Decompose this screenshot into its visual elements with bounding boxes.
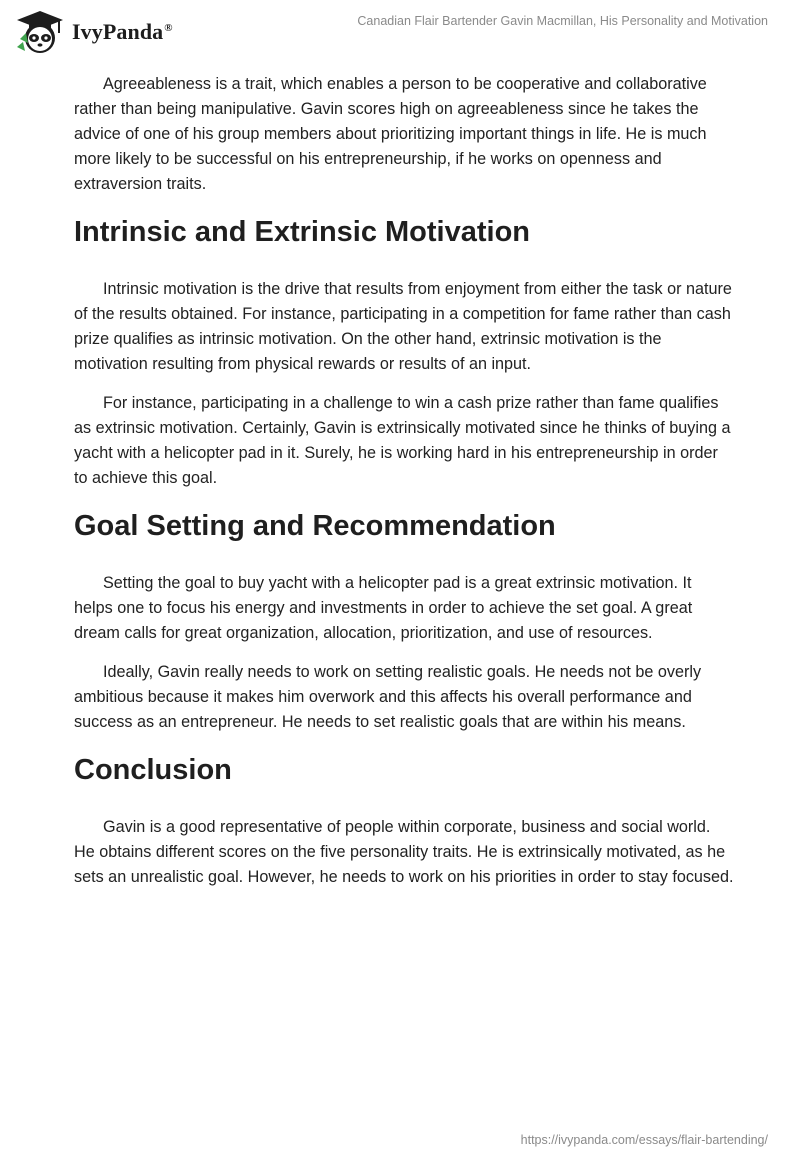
source-url-link[interactable]: https://ivypanda.com/essays/flair-bartending/ <box>520 1133 768 1147</box>
heading-conclusion: Conclusion <box>74 754 232 786</box>
heading-goal-setting: Goal Setting and Recommendation <box>74 510 556 542</box>
paragraph-agreeableness: Agreeableness is a trait, which enables a person to be cooperative and collaborative rather than being manipulative. Gavin scores high on agreeableness since he takes the advice of one of his group members about prioritizing important things in life. He is much more likely to be successful on his entrepreneurship, if he works on openness and extraversion traits. <box>74 75 707 193</box>
paragraph-intrinsic: Intrinsic motivation is the drive that results from enjoyment from either the task or nature of the results obtained. For instance, participating in a competition for fame rather than cash prize qualifies as intrinsic motivation. On the other hand, extrinsic motivation is the motivation resulting from physical rewards or results of an input. <box>74 280 732 373</box>
heading-motivation: Intrinsic and Extrinsic Motivation <box>74 216 531 248</box>
site-logo[interactable] <box>14 8 173 56</box>
brand-name: IvyPanda® <box>72 19 173 44</box>
paragraph-realistic-goals: Ideally, Gavin really needs to work on setting realistic goals. He needs not be overly ambitious because it makes him overwork and this affects his overall performance and success as an entrepreneur. He needs to set realistic goals that are within his means. <box>74 663 702 731</box>
paragraph-goal: Setting the goal to buy yacht with a helicopter pad is a great extrinsic motivation. It helps one to focus his energy and investments in order to achieve the set goal. A great dream calls for great organization, allocation, prioritization, and use of resources. <box>74 574 693 642</box>
registered-mark: ® <box>164 21 173 34</box>
document-title: Canadian Flair Bartender Gavin Macmillan, His Personality and Motivation <box>357 14 768 28</box>
paragraph-extrinsic: For instance, participating in a challenge to win a cash prize rather than fame qualifies as extrinsic motivation. Certainly, Gavin is extrinsically motivated since he thinks of buying a yacht with a helicopter pad in it. Surely, he is working hard in his entrepreneurship in order to achieve this goal. <box>74 394 731 487</box>
paragraph-conclusion: Gavin is a good representative of people within corporate, business and social world. He obtains different scores on the five personality traits. He is extrinsically motivated, as he sets an unrealistic goal. However, he needs to work on his priorities in order to stay focused. <box>74 818 734 886</box>
panda-graduate-logo-icon <box>14 9 66 55</box>
article-body <box>74 72 734 904</box>
